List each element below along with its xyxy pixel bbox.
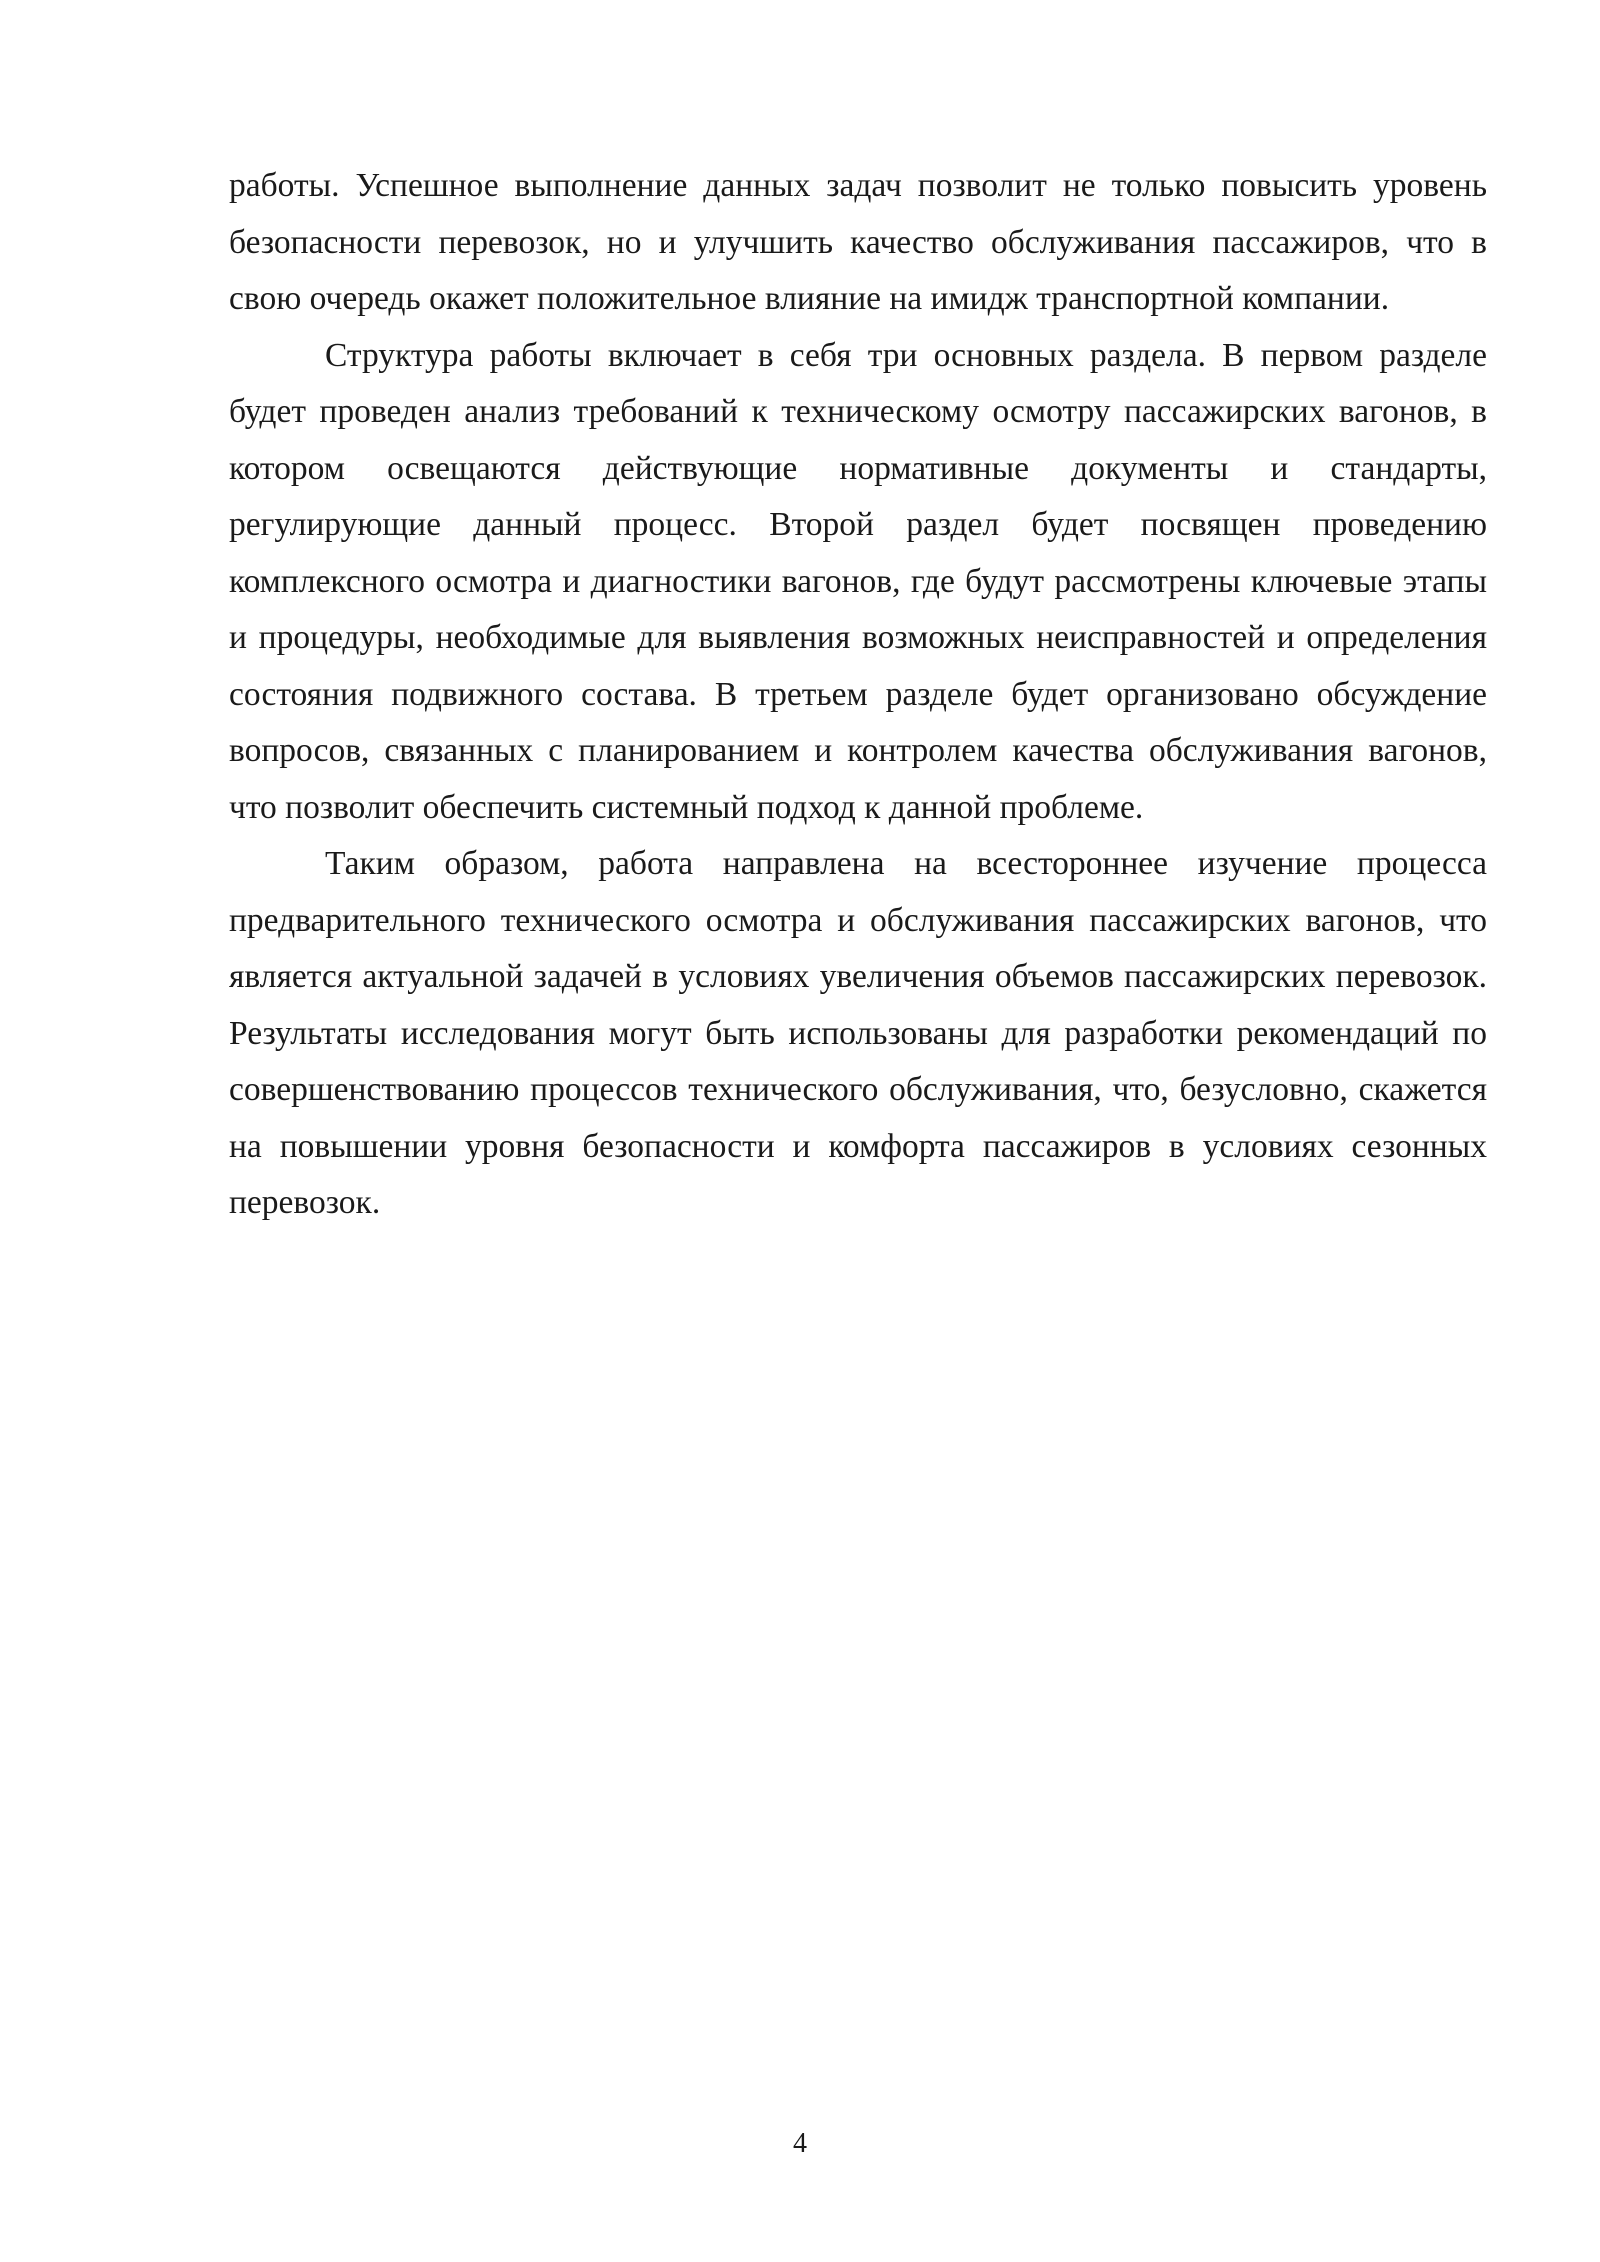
page-number: 4 — [793, 2128, 807, 2159]
paragraph-conclusion: Таким образом, работа направлена на всестороннее изучение процесса предварительного технического осмотра и обслуживания пассажирских вагонов, что является актуальной задачей в условиях увеличения объемов пассажирских перевозок. Результаты исследования могут быть использованы для разработки рекомендаций по совершенствованию процессов технического обслуживания, что, безусловно, скажется на повышении уровня безопасности и комфорта пассажиров в условиях сезонных перевозок. — [229, 845, 1487, 1221]
paragraph-continuation: работы. Успешное выполнение данных задач позволит не только повысить уровень безопасности перевозок, но и улучшить качество обслуживания пассажиров, что в свою очередь окажет положительное влияние на имидж транспортной компании. — [229, 167, 1487, 317]
document-body — [229, 158, 1487, 1232]
paragraph-structure: Структура работы включает в себя три основных раздела. В первом разделе будет проведен анализ требований к техническому осмотру пассажирских вагонов, в котором освещаются действующие нормативные документы и стандарты, регулирующие данный процесс. Второй раздел будет посвящен проведению комплексного осмотра и диагностики вагонов, где будут рассмотрены ключевые этапы и процедуры, необходимые для выявления возможных неисправностей и определения состояния подвижного состава. В третьем разделе будет организовано обсуждение вопросов, связанных с планированием и контролем качества обслуживания вагонов, что позволит обеспечить системный подход к данной проблеме. — [229, 336, 1487, 826]
